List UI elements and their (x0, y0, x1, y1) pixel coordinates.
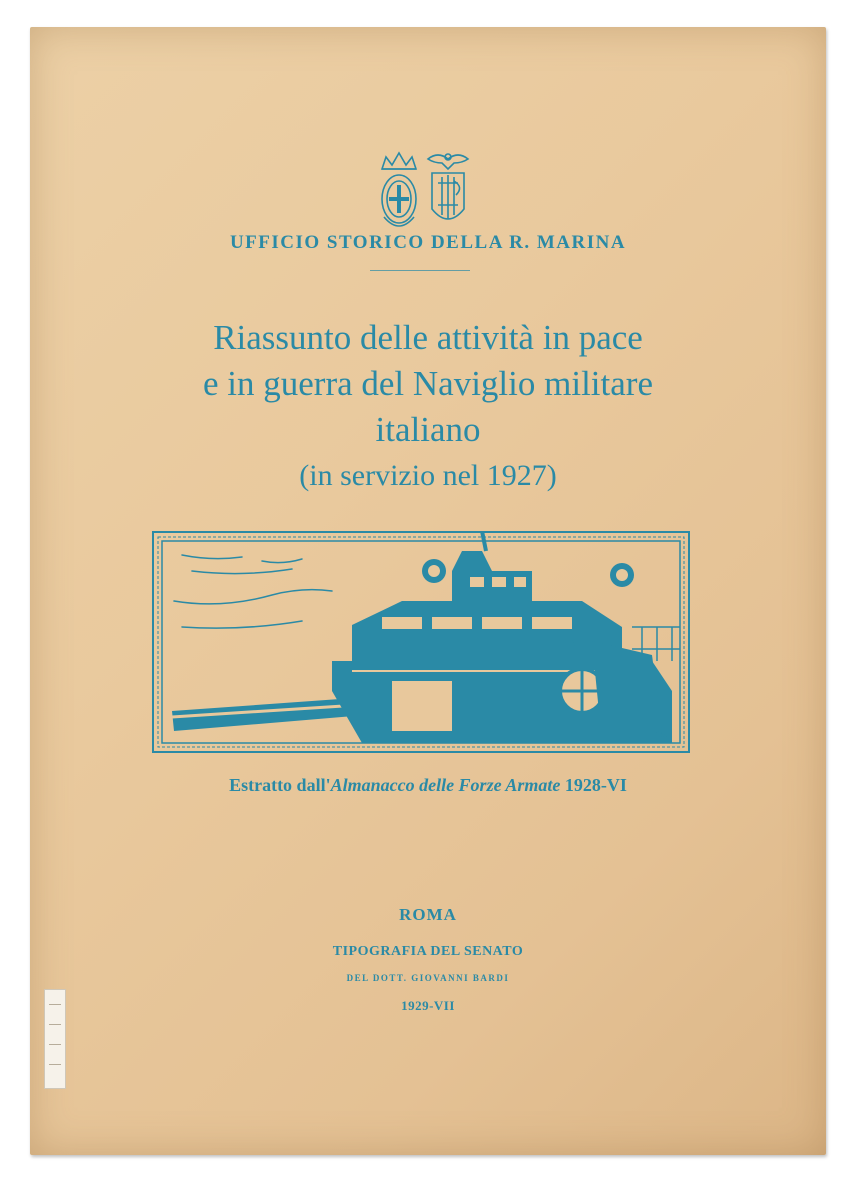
divider (370, 270, 470, 271)
excerpt-line (30, 775, 826, 796)
imprint-city: ROMA (399, 905, 457, 924)
warship-turret-illustration-icon (152, 531, 690, 753)
imprint-press: TIPOGRAFIA DEL SENATO (332, 944, 524, 959)
excerpt-prefix: Estratto dall' (229, 775, 331, 795)
organization-name: UFFICIO STORICO DELLA R. MARINA (229, 232, 627, 253)
illustrator-signature: I.S. (656, 730, 668, 739)
excerpt-edition: 1928-VI (564, 775, 627, 795)
title-line-2: e in guerra del Naviglio militare (203, 364, 653, 403)
imprint-printer: DEL DOTT. GIOVANNI BARDI (346, 973, 510, 983)
book-cover (30, 27, 826, 1155)
title-line-1: Riassunto delle attività in pace (213, 318, 643, 357)
book-title (30, 315, 826, 499)
title-subtitle: (in servizio nel 1927) (299, 459, 557, 492)
excerpt-work: Almanacco delle Forze Armate (330, 775, 561, 795)
imprint-year: 1929-VII (401, 998, 455, 1013)
title-line-3: italiano (375, 410, 481, 449)
